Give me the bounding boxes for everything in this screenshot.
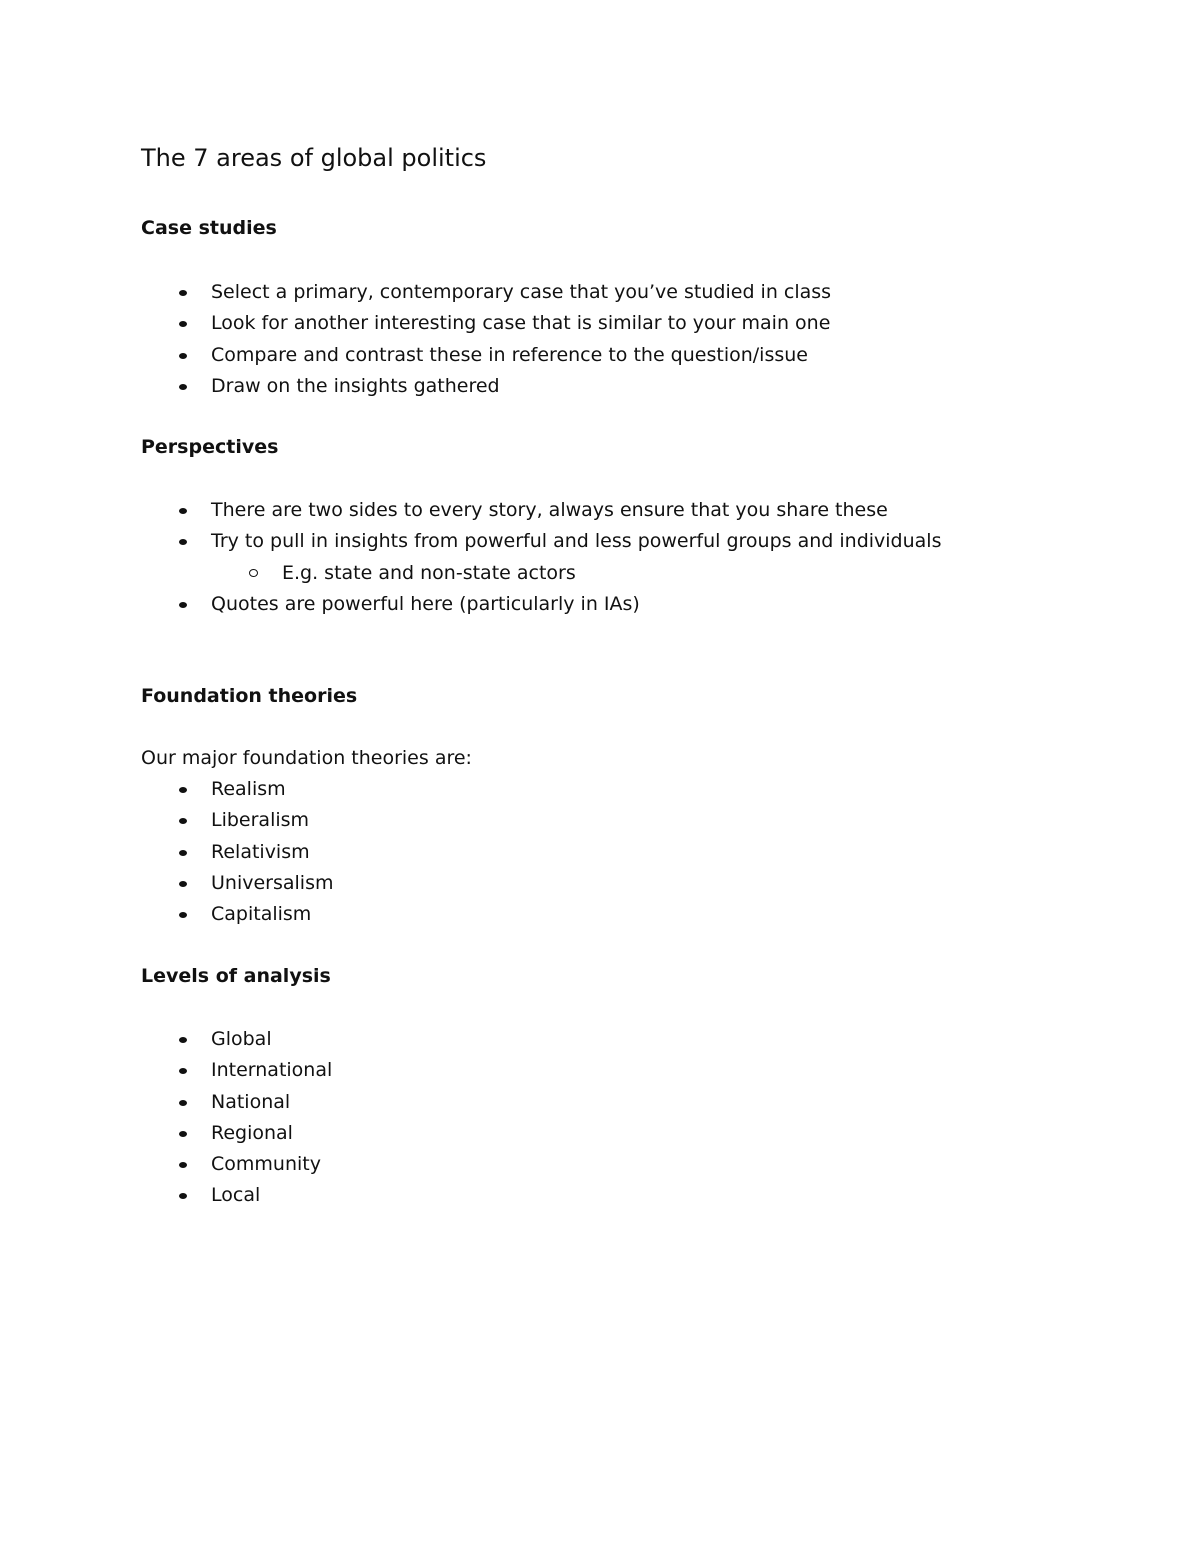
bullet-icon — [179, 539, 187, 545]
foundation-theories-intro: Our major foundation theories are: — [141, 747, 472, 769]
bullet-icon — [179, 384, 187, 390]
hollow-bullet-icon — [249, 569, 258, 577]
section-heading-foundation-theories: Foundation theories — [141, 685, 358, 707]
bullet-icon — [179, 353, 187, 359]
bullet-icon — [179, 1037, 187, 1043]
bullet-icon — [179, 290, 187, 296]
section-heading-perspectives: Perspectives — [141, 436, 279, 458]
bullet-icon — [179, 321, 187, 327]
bullet-icon — [179, 850, 187, 856]
bullet-icon — [179, 912, 187, 918]
section-heading-levels-of-analysis: Levels of analysis — [141, 965, 331, 987]
document-page: The 7 areas of global politics Case studies Select a primary, contemporary case that you’ve studied in class Look for another interesting case that is similar to your main one Compare and contrast these in reference to the question/issue Draw on the insights gathered Perspectives There are two sides to every story, always ensure that you share these Try to pull in insights from powerful and less powerful groups and individuals E.g. state and non-state actors Quotes are powerful here (particularly in IAs) Foundation theories Our major foundation theories are: Realism Liberalism Relativism Universalism Capitalism Levels of analysis Global International National Regional Community Local — [0, 0, 1200, 1553]
bullet-icon — [179, 1131, 187, 1137]
bullet-icon — [179, 602, 187, 608]
bullet-icon — [179, 1100, 187, 1106]
section-heading-case-studies: Case studies — [141, 217, 277, 239]
bullet-icon — [179, 818, 187, 824]
bullet-icon — [179, 1068, 187, 1074]
document-title: The 7 areas of global politics — [141, 144, 487, 172]
bullet-icon — [179, 881, 187, 887]
bullet-icon — [179, 508, 187, 514]
bullet-icon — [179, 1162, 187, 1168]
bullet-icon — [179, 787, 187, 793]
bullet-icon — [179, 1193, 187, 1199]
